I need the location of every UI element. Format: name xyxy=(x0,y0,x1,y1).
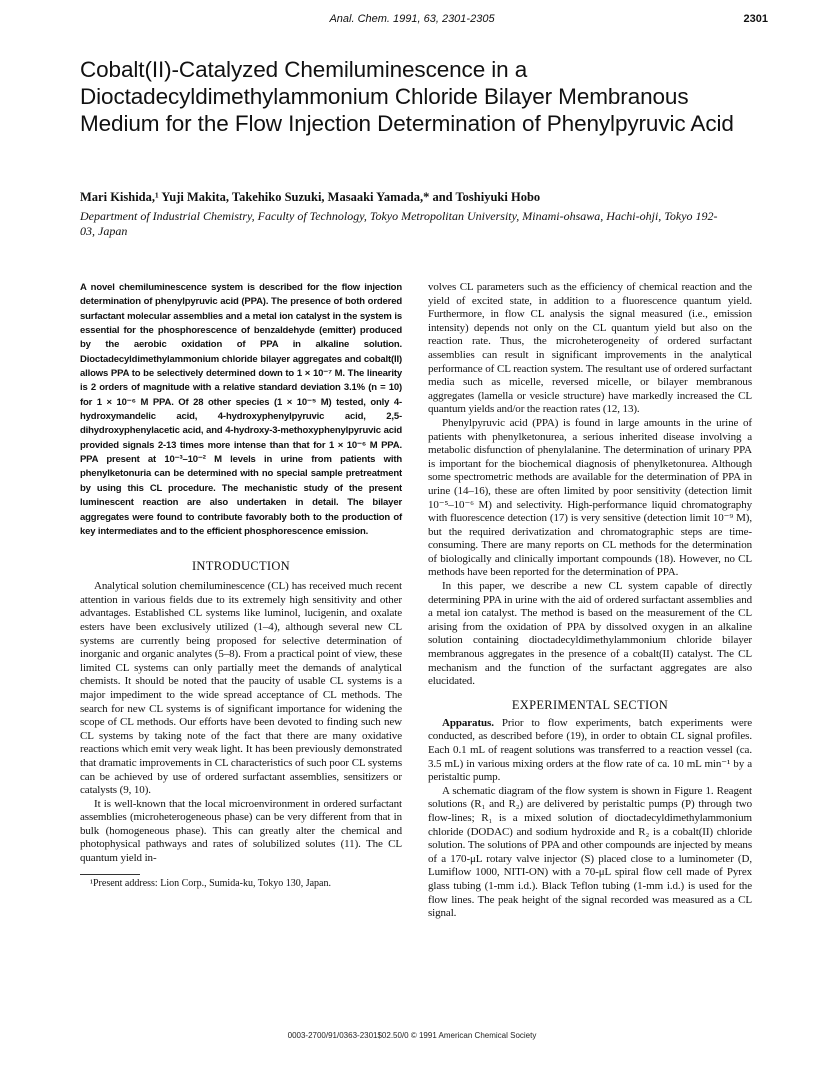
author-list: Mari Kishida,¹ Yuji Makita, Takehiko Suzuki, Masaaki Yamada,* and Toshiyuki Hobo xyxy=(80,190,541,204)
introduction-paragraph-1: Analytical solution chemiluminescence (CL) has received much recent attention in various fields due to its extremely high sensitivity and other advantages. Established CL systems like luminol, lucigenin, and oxalate esters have been exclusively utilized (1–4), although several new CL systems are currently being proposed for selective determination of inorganic and organic analytes (5–8). From a practical point of view, these limited CL systems can only partially meet the demands of analytical chemists. It should be noted that the paucity of usable CL systems is a major impediment to the wide spread acceptance of CL methods. The search for new CL systems is of significant importance for widening the scope of CL methods. Our efforts have been devoted to finding such new CL systems by taking note of the fact that there are many oxidative reactions which emit very weak light. It has been previously demonstrated that dramatic improvements in CL characteristics of such poor CL systems can be achieved by use of ordered surfactant assemblies, sensitizers or catalysts (9, 10). xyxy=(80,580,402,797)
apparatus-text: Prior to flow experiments, batch experiments were conducted, as described before (19), in order to obtain CL signal profiles. Each 0.1 mL of reagent solutions was transferred to a reaction vessel (ca. 3.5 mL) in various mixing orders at the flow rate of ca. 10 mL min⁻¹ by a peristaltic pump. xyxy=(428,716,752,784)
left-column xyxy=(80,281,402,890)
abstract: A novel chemiluminescence system is described for the flow injection determination of phenylpyruvic acid (PPA). The presence of both ordered surfactant molecular assemblies and a metal ion catalyst in the system is essential for the phosphorescence of benzaldehyde (emitter) produced by the aerobic oxidation of PPA in alkaline solution. Dioctadecyldimethylammonium chloride bilayer aggregates and cobalt(II) allows PPA to be selectively determined down to 1 × 10⁻⁷ M. The linearity is 2 orders of magnitude with a relative standard deviation 3.1% (n = 10) for 1 × 10⁻⁶ M PPA. Of 28 other species (1 × 10⁻⁵ M) tested, only 4-hydroxymandelic acid, 4-hydroxyphenylpyruvic acid, 2,5-dihydroxyphenylacetic acid, and 4-hydroxy-3-methoxyphenylpyruvic acid provided signals 2-13 times more intense than that for 1 × 10⁻⁶ M PPA. PPA present at 10⁻³–10⁻² M levels in urine from patients with phenylketonuria can be determined with no special sample pretreatment by using this CL procedure. The mechanistic study of the present luminescent reaction are also undertaken in detail. The bilayer aggregates were found to contribute favorably both to the production of key intermediates and to the efficient phosphorescence emission. xyxy=(80,282,402,537)
introduction-paragraph-4: Phenylpyruvic acid (PPA) is found in large amounts in the urine of patients with phenylketonurea, a serious inherited disease involving a metabolic disfunction of phenylalanine. The determination of urinary PPA is important for the biochemical diagnosis of phenylketonurea. Although some spectrometric methods are available for the determination of PPA in urine (14–16), these are often limited by poor sensitivity (detection limit 10⁻⁵–10⁻⁶ M) and selectivity. High-performance liquid chromatography with fluorescence detection (17) is very sensitive (detection limit 10⁻⁹ M), but the required derivatization and chromatographic steps are time-consuming. There are many reports on CL methods for the determination of biologically and clinically important compounds (18). However, no CL methods have been reported for the determination of PPA. xyxy=(428,416,752,579)
introduction-paragraph-2: It is well-known that the local microenvironment in ordered surfactant assemblies (microheterogeneous phase) can be very different from that in bulk (homogeneous phase). This can greatly alter the chemical and photophysical pathways and rates of solubilized solutes (11). The CL quantum yield in- xyxy=(80,797,402,865)
right-column xyxy=(428,281,752,921)
article-title: Cobalt(II)-Catalyzed Chemiluminescence in a Dioctadecyldimethylammonium Chloride Bilayer Membranous Medium for the Flow Injection Determination of Phenylpyruvic Acid xyxy=(80,57,734,136)
copyright-footer: 0003-2700/91/0363-2301$02.50/0 © 1991 American Chemical Society xyxy=(287,1031,537,1040)
introduction-paragraph-3: volves CL parameters such as the efficiency of chemical reaction and the yield of excited state, in addition to a fluorescence quantum yield. Furthermore, in flow CL analysis the signal measured (i.e., emission intensity) depends not only on the CL quantum yield but also on the reaction rate. Thus, the microheterogeneity of ordered surfactant assemblies can result in significant improvements in the analytical performance of CL reaction system. The resultant use of ordered surfactant media such as micelle, reversed micelle, or bilayer membranous aggregates (lamella or vesicle structure) have markedly increased the CL quantum yields and/or the reaction rates (12, 13). xyxy=(428,281,752,416)
introduction-paragraph-5: In this paper, we describe a new CL system capable of directly determining PPA in urine with the aid of ordered surfactant assemblies and a metal ion catalyst. The method is based on the measurement of the CL arising from the oxidation of PPA by dissolved oxygen in an alkaline solution containing dioctadecyldimethylammonium chloride bilayer membranous aggregates in the presence of a cobalt(II) catalyst. The CL mechanism and the function of the surfactant aggregates are also elucidated. xyxy=(428,580,752,688)
author-affiliation: Department of Industrial Chemistry, Faculty of Technology, Tokyo Metropolitan University, Minami-ohsawa, Hachi-ohji, Tokyo 192-03, Japan xyxy=(80,209,718,238)
footnote: ¹Present address: Lion Corp., Sumida-ku, Tokyo 130, Japan. xyxy=(90,877,331,889)
footnote-rule xyxy=(80,874,140,875)
introduction-heading: INTRODUCTION xyxy=(191,559,291,574)
journal-citation: Anal. Chem. 1991, 63, 2301-2305 xyxy=(329,13,495,25)
page-number: 2301 xyxy=(743,13,768,25)
experimental-paragraph-2: A schematic diagram of the flow system is shown in Figure 1. Reagent solutions (R₁ and R₂) are delivered by peristaltic pumps (P) through two flow-lines; R₁ is a mixed solution of dioctadecyldimethylammonium chloride (DODAC) and sodium hydroxide and R₂ is a cobalt(II) chloride solution. The solutions of PPA and other compounds are injected by means of a 170-μL rotary valve injector (S) placed close to a luminometer (D, Lumiflow 1000, NITI-ON) with a 70-μL spiral flow cell made of Pyrex glass tubing (1-mm i.d.). Black Teflon tubing (1-mm i.d.) is used for the flow lines. The peak height of the signal recorded was measured as a CL signal. xyxy=(428,784,752,920)
experimental-paragraph-1 xyxy=(428,717,752,785)
apparatus-run-in-heading: Apparatus. xyxy=(442,716,494,729)
experimental-heading: EXPERIMENTAL SECTION xyxy=(511,697,669,712)
